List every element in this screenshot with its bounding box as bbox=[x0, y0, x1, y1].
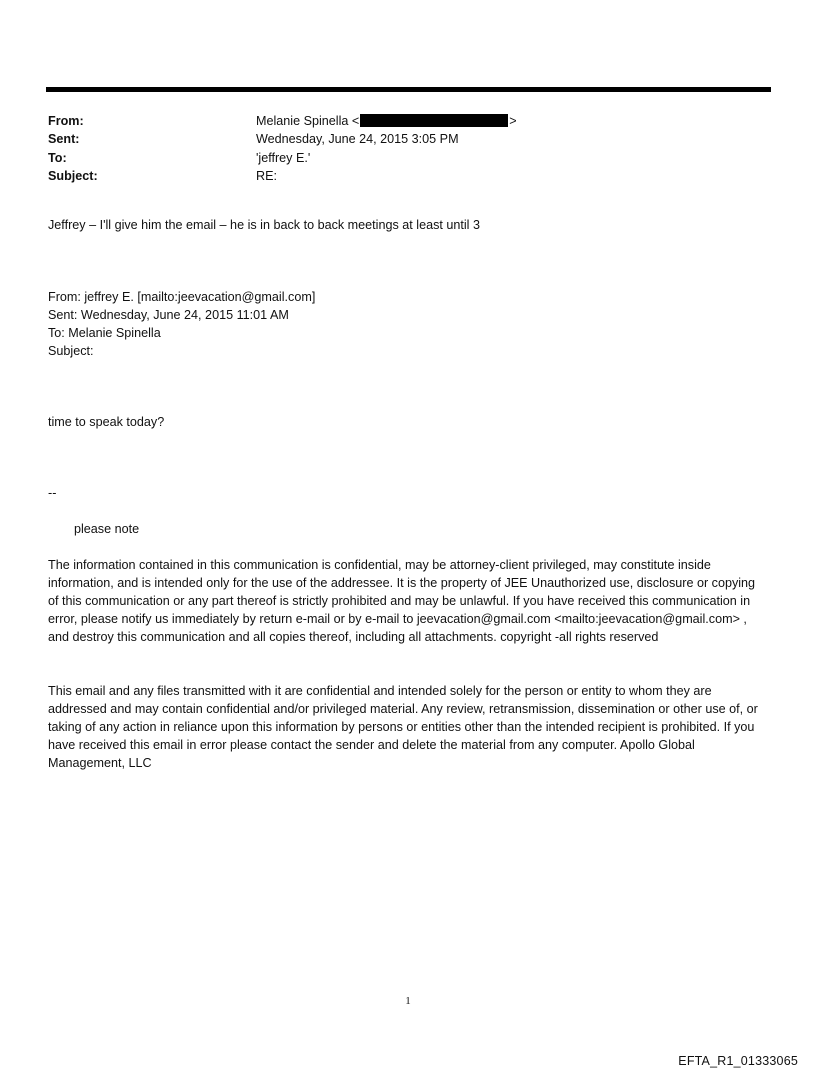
signature-separator bbox=[48, 484, 768, 502]
from-label: From: bbox=[48, 114, 84, 128]
header-from-row bbox=[48, 112, 768, 130]
bates-stamp: EFTA_R1_01333065 bbox=[678, 1054, 798, 1068]
apollo-disclaimer: This email and any files transmitted with it are confidential and intended solely for the person or entity to whom they are addressed and may contain confidential and/or privileged material. Any review, retransmission, dissemination or other use of, or taking of any action in reliance upon this information by persons or entities other than the intended recipient is prohibited. If you have received this email in error please contact the sender and delete the material from any computer. Apollo Global Management, LLC bbox=[48, 684, 758, 770]
header-sent-row bbox=[48, 130, 768, 148]
quoted-message-text: time to speak today? bbox=[48, 415, 165, 429]
from-name: Melanie Spinella < bbox=[256, 114, 360, 128]
to-label: To: bbox=[48, 150, 67, 165]
quoted-to-line: To: Melanie Spinella bbox=[48, 326, 161, 340]
quoted-header bbox=[48, 288, 768, 360]
header-subject-row bbox=[48, 167, 768, 185]
reply-body bbox=[48, 216, 768, 234]
quoted-subject-line: Subject: bbox=[48, 344, 94, 358]
quoted-sent-line: Sent: Wednesday, June 24, 2015 11:01 AM bbox=[48, 308, 289, 322]
please-note: please note bbox=[74, 522, 140, 536]
to-value: 'jeffrey E.' bbox=[256, 150, 311, 165]
header-rule bbox=[46, 87, 771, 92]
subject-label: Subject: bbox=[48, 168, 98, 183]
email-header bbox=[48, 112, 768, 185]
page-number: 1 bbox=[405, 995, 411, 1007]
header-to-row bbox=[48, 149, 768, 167]
from-suffix: > bbox=[509, 114, 517, 128]
jee-disclaimer: The information contained in this communication is confidential, may be attorney-client privileged, may constitute inside information, and is intended only for the use of the addressee. It is the property of JEE Unauthorized use, disclosure or copying of this communication or any part thereof is strictly prohibited and may be unlawful. If you have received this communication in error, please notify us immediately by return e-mail or by e-mail to jeevacation@gmail.com <mailto:jeevacation@gmail.com> , and destroy this communication and all copies thereof, including all attachments. copyright -all rights reserved bbox=[48, 558, 756, 644]
sent-label: Sent: bbox=[48, 132, 80, 147]
subject-value: RE: bbox=[256, 168, 277, 183]
from-value bbox=[256, 112, 768, 130]
redaction-box bbox=[360, 114, 508, 127]
quoted-from-line: From: jeffrey E. [mailto:jeevacation@gmail.com] bbox=[48, 290, 316, 304]
reply-line: Jeffrey – I'll give him the email – he is in back to back meetings at least until 3 bbox=[48, 218, 480, 232]
sent-value: Wednesday, June 24, 2015 3:05 PM bbox=[256, 132, 459, 147]
signature-dashes: -- bbox=[48, 486, 57, 500]
quoted-message bbox=[48, 413, 768, 431]
